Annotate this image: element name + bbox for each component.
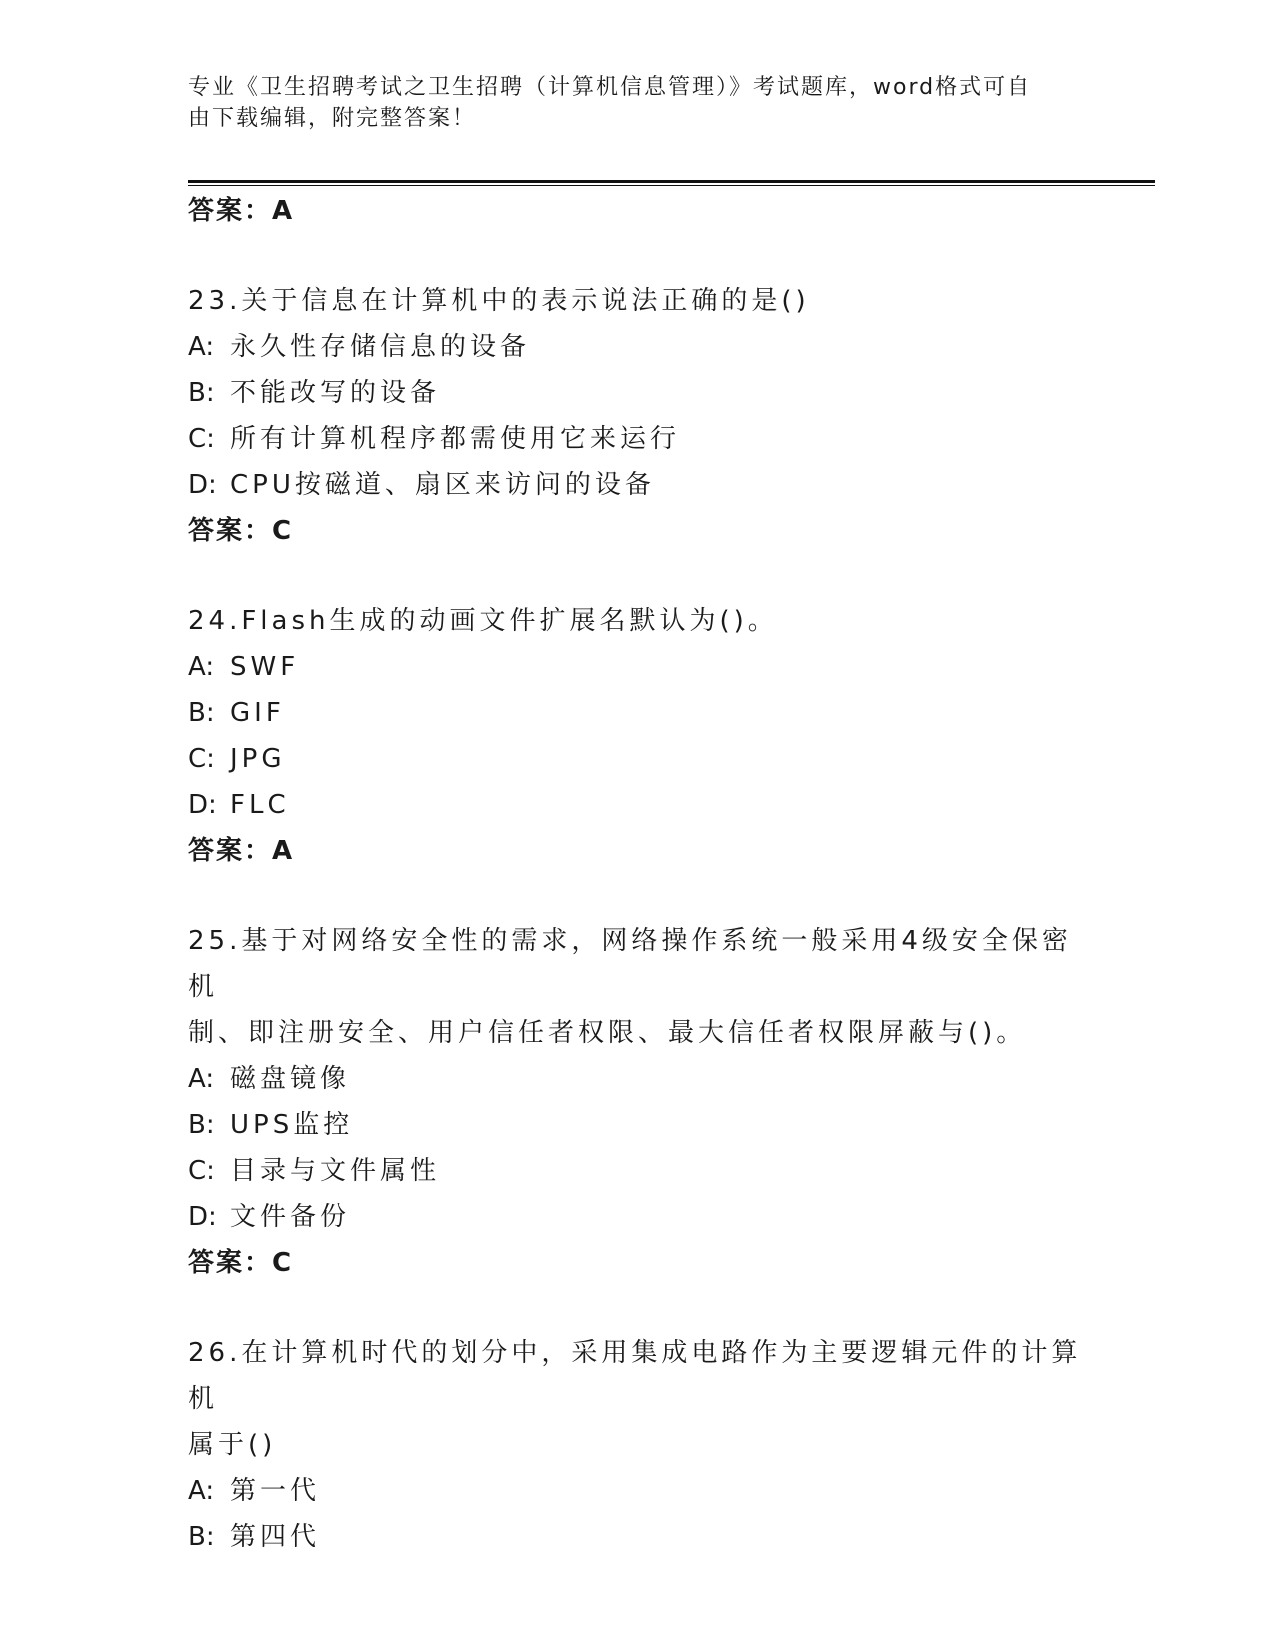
option-key: D: bbox=[188, 470, 217, 500]
questions-container bbox=[188, 234, 1088, 1560]
option-text: SWF bbox=[230, 652, 300, 682]
question-list bbox=[188, 188, 1088, 1560]
option-key: B: bbox=[188, 1522, 215, 1552]
question-text: 属于() bbox=[188, 1430, 277, 1460]
option-key: A: bbox=[188, 1064, 215, 1094]
option-item bbox=[188, 370, 1088, 416]
document-header bbox=[188, 72, 1088, 134]
answer-line bbox=[188, 188, 1088, 234]
option-item bbox=[188, 1148, 1088, 1194]
option-text: 磁盘镜像 bbox=[230, 1064, 351, 1094]
answer-line bbox=[188, 828, 1088, 874]
option-item bbox=[188, 1468, 1088, 1514]
answer-value: A bbox=[272, 196, 294, 226]
option-key: C: bbox=[188, 744, 215, 774]
option-text: JPG bbox=[230, 744, 286, 774]
option-item bbox=[188, 690, 1088, 736]
option-text: 文件备份 bbox=[230, 1202, 351, 1232]
header-divider-thick bbox=[188, 180, 1155, 183]
option-key: A: bbox=[188, 652, 215, 682]
option-item bbox=[188, 782, 1088, 828]
option-key: B: bbox=[188, 698, 215, 728]
option-key: B: bbox=[188, 378, 215, 408]
header-line-1: 专业《卫生招聘考试之卫生招聘（计算机信息管理）》考试题库，word格式可自 bbox=[188, 75, 1032, 100]
question-block bbox=[188, 1330, 1088, 1560]
option-item bbox=[188, 324, 1088, 370]
option-item bbox=[188, 462, 1088, 508]
option-text: FLC bbox=[230, 790, 290, 820]
header-line-2: 由下载编辑，附完整答案！ bbox=[188, 106, 477, 131]
answer-line bbox=[188, 1240, 1088, 1286]
option-key: D: bbox=[188, 790, 217, 820]
answer-label: 答案： bbox=[188, 516, 273, 546]
option-text: 所有计算机程序都需使用它来运行 bbox=[230, 424, 681, 454]
option-item bbox=[188, 1514, 1088, 1560]
option-item bbox=[188, 736, 1088, 782]
answer-value: C bbox=[272, 1248, 293, 1278]
question-text: 26.在计算机时代的划分中，采用集成电路作为主要逻辑元件的计算机 bbox=[188, 1338, 1082, 1414]
question-text: 25.基于对网络安全性的需求，网络操作系统一般采用4级安全保密机 bbox=[188, 926, 1072, 1002]
option-key: C: bbox=[188, 1156, 215, 1186]
question-text: 24.Flash生成的动画文件扩展名默认为()。 bbox=[188, 606, 778, 636]
answer-label: 答案： bbox=[188, 836, 273, 866]
answer-line bbox=[188, 508, 1088, 554]
option-text: 永久性存储信息的设备 bbox=[230, 332, 531, 362]
option-text: 第一代 bbox=[230, 1476, 321, 1506]
option-text: 不能改写的设备 bbox=[230, 378, 441, 408]
answer-label: 答案： bbox=[188, 196, 273, 226]
option-text: 第四代 bbox=[230, 1522, 321, 1552]
question-gap bbox=[188, 234, 1088, 278]
question-block bbox=[188, 918, 1088, 1286]
option-key: C: bbox=[188, 424, 215, 454]
question-text: 制、即注册安全、用户信任者权限、最大信任者权限屏蔽与()。 bbox=[188, 1018, 1027, 1048]
option-item bbox=[188, 1056, 1088, 1102]
option-item bbox=[188, 1194, 1088, 1240]
option-key: D: bbox=[188, 1202, 217, 1232]
answer-value: A bbox=[272, 836, 294, 866]
question-gap bbox=[188, 874, 1088, 918]
option-text: GIF bbox=[230, 698, 285, 728]
option-item bbox=[188, 416, 1088, 462]
question-block bbox=[188, 278, 1088, 554]
question-block bbox=[188, 598, 1088, 874]
answer-value: C bbox=[272, 516, 293, 546]
option-key: A: bbox=[188, 332, 215, 362]
option-item bbox=[188, 1102, 1088, 1148]
answer-label: 答案： bbox=[188, 1248, 273, 1278]
option-key: A: bbox=[188, 1476, 215, 1506]
option-key: B: bbox=[188, 1110, 215, 1140]
question-gap bbox=[188, 554, 1088, 598]
header-divider-thin bbox=[188, 185, 1155, 186]
option-text: CPU按磁道、扇区来访问的设备 bbox=[230, 470, 655, 500]
option-text: UPS监控 bbox=[230, 1110, 354, 1140]
question-gap bbox=[188, 1286, 1088, 1330]
option-item bbox=[188, 644, 1088, 690]
option-text: 目录与文件属性 bbox=[230, 1156, 441, 1186]
question-text: 23.关于信息在计算机中的表示说法正确的是() bbox=[188, 286, 810, 316]
